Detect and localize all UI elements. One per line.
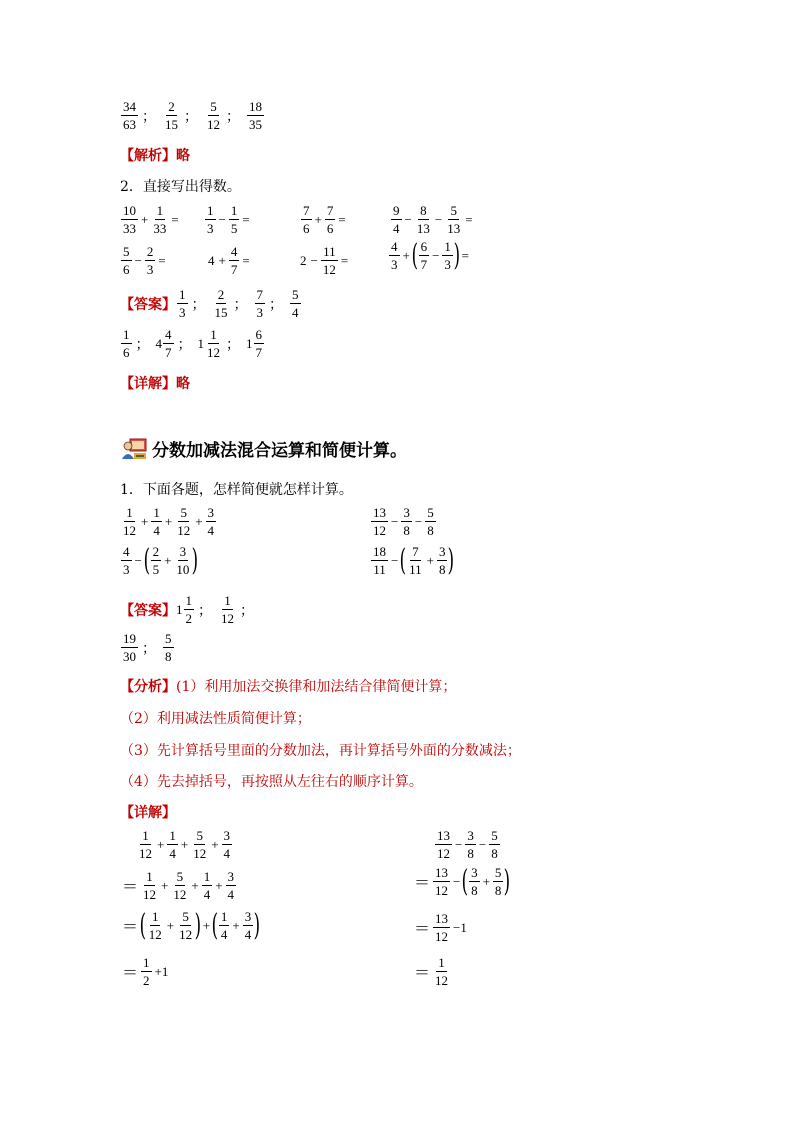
q1-expr-1: $\frac{1}{12}$ + $\frac{1}{4}$ + $\frac{5}{12}$ + $\frac{3}{4}$ xyxy=(123,505,215,538)
q1-answer-row-1: 【答案】 1 $\frac{1}{2}$ ； $\frac{1}{12}$ ； xyxy=(120,593,254,626)
q2-answer-row-1: 【答案】 $\frac{1}{3}$ ； $\frac{2}{15}$ ； $\frac{7}{3}$ ； $\frac{5}{4}$ xyxy=(120,287,299,320)
q2-expr-1: $\frac{10}{33}$ + $\frac{1}{33}$ = xyxy=(123,203,179,236)
q1-expr-4: $\frac{18}{11}$ − ( $\frac{7}{11}$ + $\frac{3}{8}$ ) xyxy=(373,542,455,578)
work-left-2: ＝ $\frac{1}{12}$ + $\frac{5}{12}$ + $\frac{1}{4}$ + $\frac{3}{4}$ xyxy=(122,869,235,902)
work-left-4: ＝ $\frac{1}{2}$ +1 xyxy=(122,955,169,988)
q2-detail-line: 【详解】略 xyxy=(120,376,190,392)
work-right-1: $\frac{13}{12}$ − $\frac{3}{8}$ − $\frac{5}{8}$ xyxy=(437,828,498,861)
q2-expr-5: $\frac{5}{6}$ − $\frac{2}{3}$ = xyxy=(123,244,166,277)
q2-expr-7: 2 − $\frac{11}{12}$ = xyxy=(300,244,349,277)
q1-expr-3: $\frac{4}{3}$ − ( $\frac{2}{5}$ + $\frac{3}{10}$ ) xyxy=(123,542,199,578)
analysis-line-3: （3）先计算括号里面的分数加法，再计算括号外面的分数减法； xyxy=(120,743,521,759)
work-right-4: ＝ $\frac{1}{12}$ xyxy=(414,955,449,988)
work-left-1: $\frac{1}{12}$ + $\frac{1}{4}$ + $\frac{5}{12}$ + $\frac{3}{4}$ xyxy=(139,828,231,861)
work-left-3: ＝ ( $\frac{1}{12}$ + $\frac{5}{12}$ ) + ( $\frac{1}{4}$ + $\frac{3}{4}$ ) xyxy=(122,907,261,943)
q2-expr-8: $\frac{4}{3}$ + ( $\frac{6}{7}$ − $\frac{1}{3}$ ) = xyxy=(391,237,469,273)
q2-expr-6: 4 + $\frac{4}{7}$ = xyxy=(208,244,250,277)
top-answers-row: $\frac{34}{63}$ ； $\frac{2}{15}$ ； $\frac{5}{12}$ ； $\frac{18}{35}$ xyxy=(123,99,262,132)
work-right-2: ＝ $\frac{13}{12}$ − ( $\frac{3}{8}$ + $\frac{5}{8}$ ) xyxy=(414,863,511,899)
q2-expr-4: $\frac{9}{4}$ − $\frac{8}{13}$ − $\frac{5}{13}$ = xyxy=(393,203,473,236)
q2-expr-2: $\frac{1}{3}$ − $\frac{1}{5}$ = xyxy=(207,203,250,236)
analysis-line-1: 【分析】(1）利用加法交换律和加法结合律简便计算； xyxy=(120,679,457,695)
analysis-line-4: （4）先去掉括号，再按照从左往右的顺序计算。 xyxy=(120,774,423,790)
q1-expr-2: $\frac{13}{12}$ − $\frac{3}{8}$ − $\frac{5}{8}$ xyxy=(373,505,434,538)
fraction: $\frac{34}{63}$ xyxy=(123,99,136,132)
q2-answer-row-2: $\frac{1}{6}$ ； 4 $\frac{4}{7}$ ； 1 $\frac{1}{12}$ ； 1 $\frac{6}{7}$ xyxy=(123,327,262,360)
teacher-board-icon xyxy=(120,437,148,461)
q2-expr-3: $\frac{7}{6}$ + $\frac{7}{6}$ = xyxy=(303,203,346,236)
work-right-3: ＝ $\frac{13}{12}$ −1 xyxy=(414,911,467,944)
q2-title: 2．直接写出得数。 xyxy=(120,179,241,195)
section-heading: 分数加减法混合运算和简便计算。 xyxy=(120,436,407,461)
jiexi-line: 【解析】略 xyxy=(120,148,190,164)
q1-answer-row-2: $\frac{19}{30}$ ； $\frac{5}{8}$ xyxy=(123,631,172,664)
q1-title: 1．下面各题，怎样简便就怎样计算。 xyxy=(120,482,353,498)
analysis-line-2: （2）利用减法性质简便计算； xyxy=(120,711,311,727)
detail-label: 【详解】 xyxy=(120,805,176,821)
